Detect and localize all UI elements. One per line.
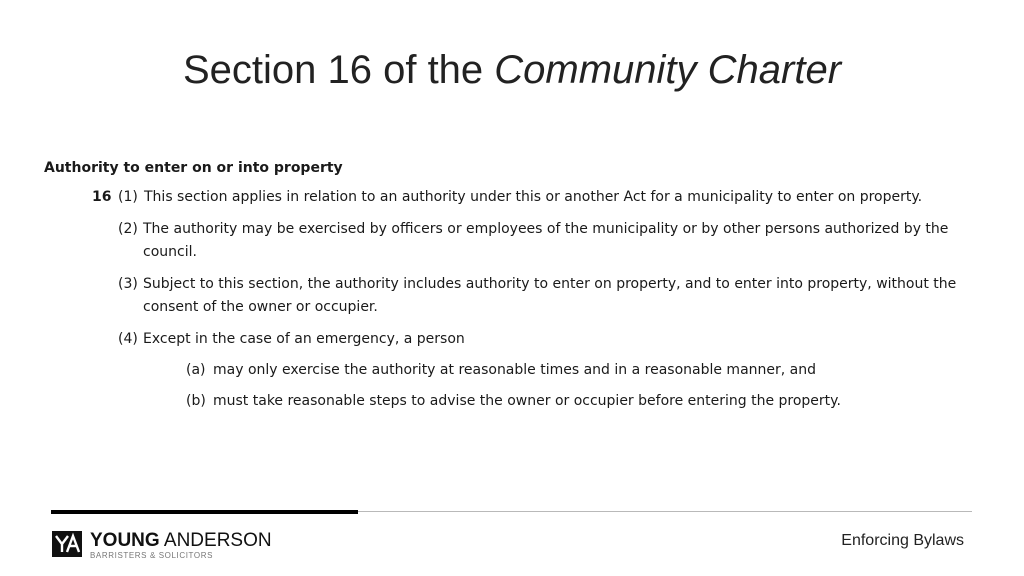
- subsection-text: Subject to this section, the authority includes authority to enter on property, and to enter into property, without the consent of the owner or occupier.: [143, 276, 957, 315]
- subsection-2: [44, 218, 984, 264]
- logo-name-bold: YOUNG: [90, 530, 160, 551]
- footer-rule-dark: [51, 510, 358, 514]
- logo-tagline: BARRISTERS & SOLICITORS: [90, 551, 214, 560]
- subsection-1: [44, 186, 984, 209]
- subsection-label: (1): [118, 189, 138, 205]
- subsection-text: The authority may be exercised by officers or employees of the municipality or by other persons authorized by the council.: [143, 221, 949, 260]
- logo-name: [90, 531, 272, 551]
- subsection-label: (4): [118, 331, 138, 347]
- logo-wordmark: [90, 531, 272, 560]
- clause-text: may only exercise the authority at reasonable times and in a reasonable manner, and: [213, 362, 816, 378]
- subsection-label: (3): [118, 276, 138, 292]
- subsection-text: Except in the case of an emergency, a person: [143, 331, 465, 347]
- slide-title-prefix: Section 16 of the: [182, 48, 495, 92]
- slide-title: [0, 48, 1024, 93]
- clause-label: (b): [186, 393, 206, 409]
- footer-topic: Enforcing Bylaws: [841, 532, 964, 549]
- subsection-label: (2): [118, 221, 138, 237]
- subsection-3: [44, 273, 984, 319]
- footer-rule-light: [358, 511, 972, 512]
- company-logo: [52, 531, 272, 559]
- slide-title-italic: Community Charter: [494, 48, 842, 92]
- clause-a: [44, 359, 984, 382]
- subsection-4: [44, 328, 984, 351]
- clause-b: [44, 390, 984, 413]
- statute-excerpt: [44, 160, 984, 413]
- subsection-text: This section applies in relation to an authority under this or another Act for a municipality to enter on property.: [144, 189, 923, 205]
- young-anderson-logo-icon: [52, 531, 82, 557]
- clause-text: must take reasonable steps to advise the owner or occupier before entering the property.: [213, 393, 841, 409]
- logo-name-light: ANDERSON: [159, 530, 272, 551]
- clause-label: (a): [186, 362, 206, 378]
- section-number: 16: [92, 189, 112, 205]
- statute-heading: Authority to enter on or into property: [44, 160, 343, 176]
